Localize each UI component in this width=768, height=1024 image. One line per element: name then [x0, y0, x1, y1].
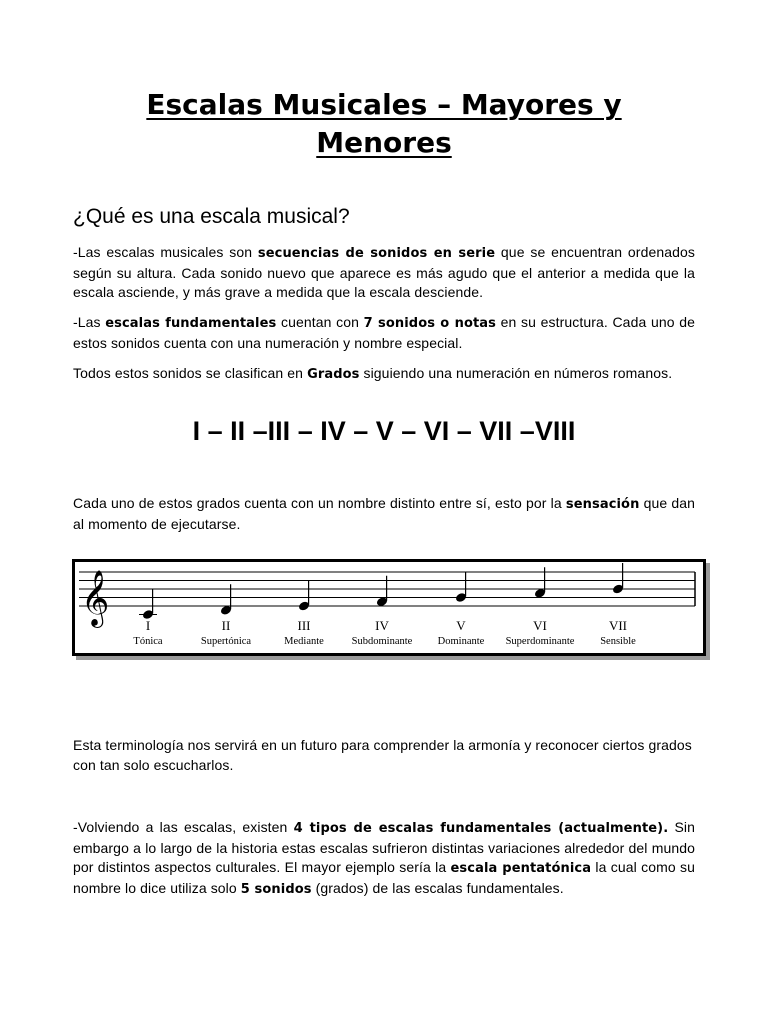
p1-text-c: que se encuentran ordenados según su altura. Cada sonido nuevo que aparece es más agudo que el anterior a medida que la escala asciende, y más grave a medida que la escala desciende.	[73, 244, 695, 300]
paragraph-tipos-escalas	[73, 818, 695, 899]
p4-text-c: que dan al momento de ejecutarse.	[73, 495, 695, 532]
document-title	[74, 86, 694, 162]
note-degree-7	[600, 563, 636, 647]
degree-name: Dominante	[437, 636, 485, 647]
music-staff-figure	[72, 559, 706, 656]
staff-notes	[133, 563, 636, 647]
degree-numeral: VI	[533, 618, 547, 633]
section-heading: ¿Qué es una escala musical?	[73, 205, 350, 228]
note-degree-2	[201, 584, 251, 647]
p6-text-c: Sin embargo a lo largo de la historia estas escalas sufrieron distintas variaciones alrededor del mundo por distintos aspectos culturales. El mayor ejemplo sería la	[73, 819, 695, 875]
p4-bold-sensacion: sensación	[565, 497, 640, 512]
degree-name: Superdominante	[505, 636, 575, 647]
p1-bold-secuencias: secuencias de sonidos en serie	[257, 246, 496, 261]
degree-name: Supertónica	[200, 636, 252, 647]
p2-bold-sonidos: 7 sonidos o notas	[363, 316, 497, 331]
p6-text-a: -Volviendo a las escalas, existen	[73, 819, 294, 835]
degree-numeral: IV	[375, 618, 389, 633]
paragraph-terminologia: Esta terminología nos servirá en un futuro para comprender la armonía y reconocer ciertos grados con tan solo escucharlos.	[73, 737, 692, 773]
p3-bold-grados: Grados	[307, 367, 360, 382]
degree-numeral: V	[456, 618, 466, 633]
p4-text-a: Cada uno de estos grados cuenta con un nombre distinto entre sí, esto por la	[73, 495, 566, 511]
music-staff	[75, 562, 703, 653]
p1-text-a: -Las escalas musicales son	[73, 244, 258, 260]
degree-name: Subdominante	[351, 636, 413, 647]
p2-text-c: cuentan con	[276, 314, 364, 330]
degree-name: Sensible	[600, 636, 636, 647]
paragraph-escalas-fundamentales	[73, 313, 695, 353]
document-title-text: Escalas Musicales – Mayores y Menores	[146, 88, 622, 159]
p6-bold-tipos: 4 tipos de escalas fundamentales (actualmente).	[293, 821, 669, 836]
note-degree-6	[506, 567, 575, 647]
p6-text-g: (grados) de las escalas fundamentales.	[311, 879, 564, 896]
paragraph-escalas-definicion	[73, 243, 695, 303]
degree-name: Tónica	[133, 636, 163, 647]
p2-bold-escalas: escalas fundamentales	[105, 316, 277, 331]
p2-text-a: -Las	[73, 314, 106, 330]
grades-roman-numerals: I – II –III – IV – V – VI – VII –VIII	[192, 416, 576, 446]
degree-name: Mediante	[284, 636, 324, 647]
p3-text-a: Todos estos sonidos se clasifican en	[73, 365, 308, 381]
paragraph-nombres-grados	[73, 494, 695, 534]
degree-numeral: I	[145, 618, 151, 633]
degree-numeral: VII	[608, 618, 628, 633]
p3-text-c: siguiendo una numeración en números romanos.	[359, 365, 673, 381]
note-degree-3	[284, 580, 324, 647]
p2-text-e: en su estructura. Cada uno de estos sonidos cuenta con una numeración y nombre especial.	[73, 314, 695, 351]
note-degree-4	[352, 576, 413, 647]
paragraph-grados	[73, 364, 695, 385]
treble-clef-icon: 𝄞	[81, 570, 110, 626]
degree-numeral: II	[221, 618, 231, 633]
p6-bold-pentatonica: escala pentatónica	[450, 861, 592, 876]
degree-numeral: III	[297, 618, 311, 633]
p6-bold-cinco-sonidos: 5 sonidos	[240, 881, 312, 897]
p6-text-e: la cual como su nombre lo dice utiliza solo	[73, 859, 695, 896]
note-degree-5	[438, 572, 485, 648]
